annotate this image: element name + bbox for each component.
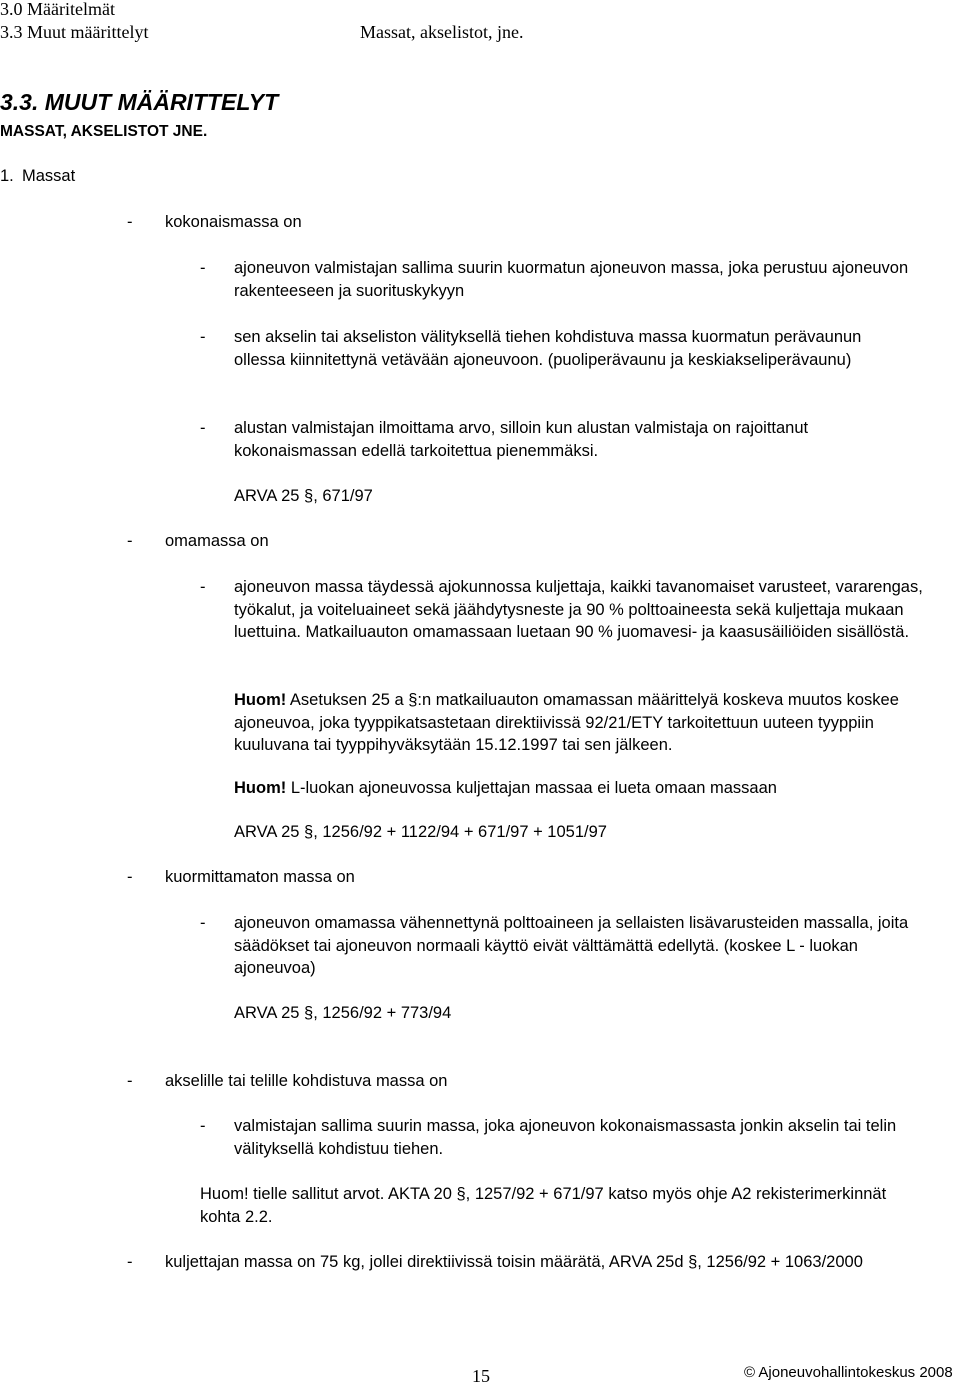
def-kuormittamaton: ajoneuvon omamassa vähennettynä polttoaineen ja sellaisten lisävarusteiden massalla, joita säädökset tai ajoneuvon normaali käyttö eivät välttämättä edellytä. (koskee L - luokan ajoneuvoa) bbox=[234, 914, 909, 977]
note-label: Huom! bbox=[234, 779, 287, 797]
bullet-dash: - bbox=[127, 1072, 133, 1090]
bullet-dash: - bbox=[127, 532, 133, 550]
ref-kuormittamaton: ARVA 25 §, 1256/92 + 773/94 bbox=[234, 1004, 452, 1022]
note-text: L-luokan ajoneuvossa kuljettajan massaa ei lueta omaan massaan bbox=[286, 779, 777, 797]
term-kokonaismassa: kokonaismassa on bbox=[165, 213, 302, 231]
def-omamassa: ajoneuvon massa täydessä ajokunnossa kuljettaja, kaikki tavanomaiset varusteet, vararengas, työkalut, ja voiteluaineet sekä jäähdytysneste ja 90 % polttoaineesta sekä kuljettaja mukaan luettuina. Matkailuauton omamassaan luetaan 90 % juomavesi- ja kaasusäiliöiden sisällöstä. bbox=[234, 578, 923, 641]
bullet-dash: - bbox=[127, 1253, 133, 1271]
term-kuormittamaton: kuormittamaton massa on bbox=[165, 868, 355, 886]
ref-omamassa: ARVA 25 §, 1256/92 + 1122/94 + 671/97 + 1051/97 bbox=[234, 823, 607, 841]
text-kuljettajan-massa: kuljettajan massa on 75 kg, jollei direktiivissä toisin määrätä, ARVA 25d §, 1256/92 + 1063/2000 bbox=[165, 1253, 863, 1271]
def-akselille: valmistajan sallima suurin massa, joka ajoneuvon kokonaismassasta jonkin akselin tai telin välityksellä kohdistuu tiehen. bbox=[234, 1117, 897, 1158]
def-kokonaismassa-3: alustan valmistajan ilmoittama arvo, silloin kun alustan valmistaja on rajoittanut kokonaismassan edellä tarkoitettua pienemmäksi. bbox=[234, 419, 809, 460]
bullet-dash: - bbox=[200, 1117, 206, 1135]
note-label: Huom! bbox=[234, 691, 287, 709]
bullet-dash: - bbox=[200, 259, 206, 277]
bullet-dash: - bbox=[127, 213, 133, 231]
term-akselille: akselille tai telille kohdistuva massa on bbox=[165, 1072, 448, 1090]
page-title: 3.3. MUUT MÄÄRITTELYT bbox=[0, 89, 279, 115]
bullet-dash: - bbox=[200, 328, 206, 346]
def-kokonaismassa-2: sen akselin tai akseliston välityksellä tiehen kohdistuva massa kuormatun perävaunun ollessa kiinnitettynä vetävään ajoneuvoon. (puoliperävaunu ja keskiakseliperävaunu) bbox=[234, 328, 862, 369]
bullet-dash: - bbox=[200, 914, 206, 932]
term-omamassa: omamassa on bbox=[165, 532, 269, 550]
note-akselille: Huom! tielle sallitut arvot. AKTA 20 §, 1257/92 + 671/97 katso myös ohje A2 rekisterimerkinnät kohta 2.2. bbox=[200, 1185, 887, 1226]
footer-copyright: © Ajoneuvohallintokeskus 2008 bbox=[744, 1364, 953, 1381]
header-chapter: 3.0 Määritelmät bbox=[0, 0, 115, 19]
bullet-dash: - bbox=[127, 868, 133, 886]
ref-kokonaismassa: ARVA 25 §, 671/97 bbox=[234, 487, 373, 505]
note-omamassa-2 bbox=[234, 777, 949, 800]
bullet-dash: - bbox=[200, 578, 206, 596]
list-number: 1. bbox=[0, 167, 14, 185]
list-title: Massat bbox=[22, 167, 76, 185]
page-subtitle: MASSAT, AKSELISTOT JNE. bbox=[0, 123, 208, 140]
header-section: 3.3 Muut määrittelyt bbox=[0, 22, 149, 42]
def-kokonaismassa-1: ajoneuvon valmistajan sallima suurin kuormatun ajoneuvon massa, joka perustuu ajoneuvon rakenteeseen ja suorituskykyyn bbox=[234, 259, 909, 300]
header-topic: Massat, akselistot, jne. bbox=[360, 22, 524, 42]
note-text: Asetuksen 25 a §:n matkailuauton omamassan määrittelyä koskeva muutos koskee ajoneuvoa, joka tyyppikatsastetaan direktiivissä 92/21/ETY tarkoitettuun uuteen tyyppiin kuuluvana tai tyyppihyväksytään 15.12.1997 tai sen jälkeen. bbox=[234, 691, 899, 754]
page-number: 15 bbox=[472, 1366, 490, 1386]
bullet-dash: - bbox=[200, 419, 206, 437]
note-omamassa-1 bbox=[234, 689, 949, 757]
